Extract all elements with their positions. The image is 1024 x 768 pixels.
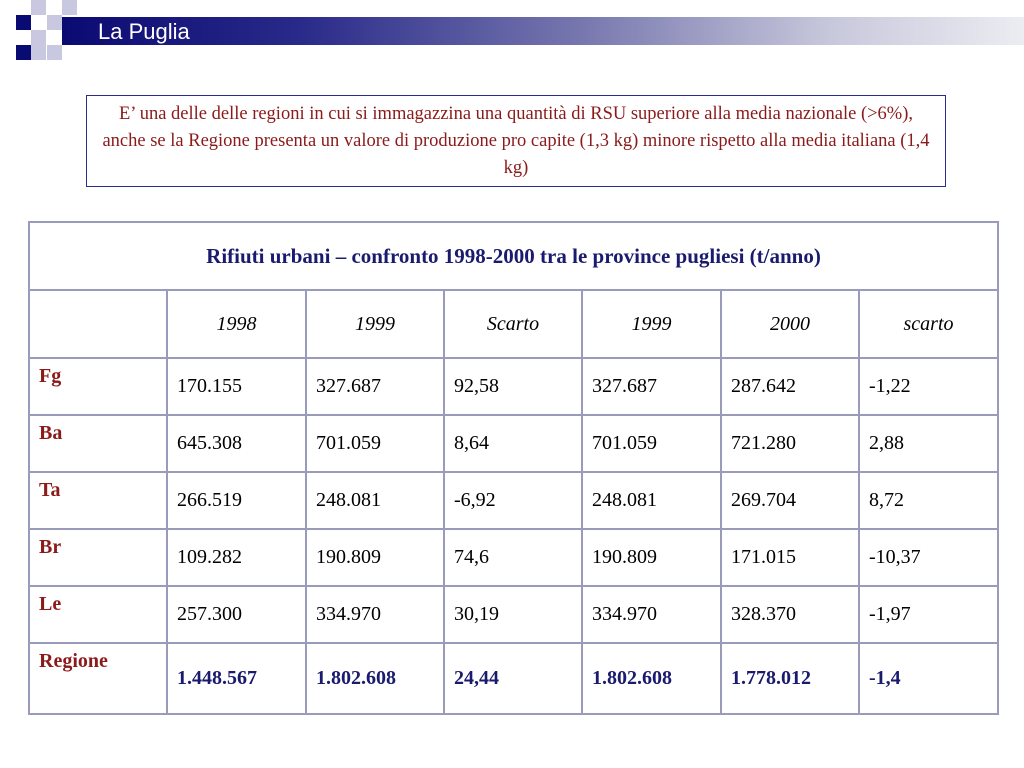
province-label: Le	[29, 586, 167, 643]
value-cell: 701.059	[582, 415, 721, 472]
table-row	[29, 529, 998, 586]
value-cell: 334.970	[582, 586, 721, 643]
value-cell: 248.081	[306, 472, 444, 529]
header-cell: scarto	[859, 290, 998, 358]
value-cell: -1,97	[859, 586, 998, 643]
value-cell: 266.519	[167, 472, 306, 529]
total-cell: -1,4	[859, 643, 998, 714]
value-cell: 170.155	[167, 358, 306, 415]
header-cell: 1998	[167, 290, 306, 358]
table-row	[29, 472, 998, 529]
value-cell: 327.687	[582, 358, 721, 415]
value-cell: 190.809	[582, 529, 721, 586]
value-cell: 92,58	[444, 358, 582, 415]
header-cell: Scarto	[444, 290, 582, 358]
table-row	[29, 358, 998, 415]
value-cell: 287.642	[721, 358, 859, 415]
value-cell: 30,19	[444, 586, 582, 643]
intro-text: E’ una delle delle regioni in cui si immagazzina una quantità di RSU superiore alla media nazionale (>6%), anche se la Regione presenta un valore di produzione pro capite (1,3 kg) minore rispetto alla media italiana (1,4 kg)	[102, 104, 930, 178]
logo-square-light	[47, 45, 62, 60]
header-cell: 1999	[582, 290, 721, 358]
logo-square-navy	[16, 15, 31, 30]
header-bar	[62, 17, 1024, 45]
logo-square-navy	[16, 45, 31, 60]
logo-square-light	[47, 15, 62, 30]
header-cell	[29, 290, 167, 358]
region-label: Regione	[29, 643, 167, 714]
header-cell: 1999	[306, 290, 444, 358]
page-title: La Puglia	[98, 19, 190, 44]
value-cell: 701.059	[306, 415, 444, 472]
logo-square-light	[31, 0, 46, 15]
table-caption: Rifiuti urbani – confronto 1998-2000 tra le province pugliesi (t/anno)	[29, 222, 998, 290]
value-cell: 171.015	[721, 529, 859, 586]
waste-table	[28, 221, 999, 715]
table-row	[29, 586, 998, 643]
province-label: Fg	[29, 358, 167, 415]
logo-square-light	[31, 45, 46, 60]
value-cell: 109.282	[167, 529, 306, 586]
province-label: Br	[29, 529, 167, 586]
logo-square-light	[31, 30, 46, 45]
province-label: Ta	[29, 472, 167, 529]
total-cell: 1.802.608	[306, 643, 444, 714]
value-cell: 327.687	[306, 358, 444, 415]
value-cell: 721.280	[721, 415, 859, 472]
value-cell: 8,72	[859, 472, 998, 529]
value-cell: 257.300	[167, 586, 306, 643]
value-cell: 2,88	[859, 415, 998, 472]
table-row	[29, 415, 998, 472]
value-cell: 248.081	[582, 472, 721, 529]
value-cell: 74,6	[444, 529, 582, 586]
total-cell: 1.778.012	[721, 643, 859, 714]
logo-square-light	[62, 0, 77, 15]
intro-text-box	[86, 95, 946, 187]
value-cell: 328.370	[721, 586, 859, 643]
header-cell: 2000	[721, 290, 859, 358]
table-header-row	[29, 290, 998, 358]
value-cell: 8,64	[444, 415, 582, 472]
table-total-row	[29, 643, 998, 714]
value-cell: -10,37	[859, 529, 998, 586]
value-cell: 334.970	[306, 586, 444, 643]
value-cell: -1,22	[859, 358, 998, 415]
value-cell: -6,92	[444, 472, 582, 529]
province-label: Ba	[29, 415, 167, 472]
total-cell: 24,44	[444, 643, 582, 714]
value-cell: 269.704	[721, 472, 859, 529]
total-cell: 1.802.608	[582, 643, 721, 714]
total-cell: 1.448.567	[167, 643, 306, 714]
value-cell: 645.308	[167, 415, 306, 472]
value-cell: 190.809	[306, 529, 444, 586]
